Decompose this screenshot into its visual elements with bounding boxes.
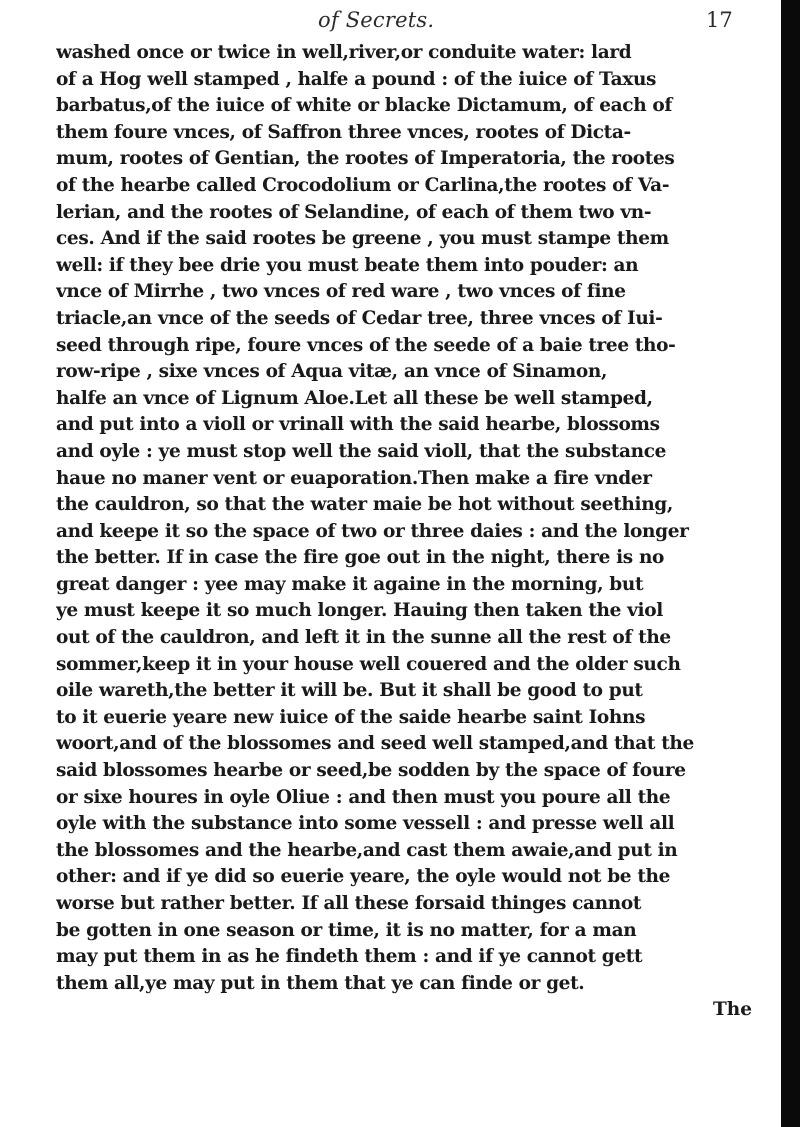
text-line: woort,and of the blossomes and seed well stamped,and that the bbox=[56, 733, 694, 755]
scan-edge-border bbox=[781, 0, 800, 1127]
catchword-row bbox=[56, 997, 762, 1024]
text-line: haue no maner vent or euaporation.Then make a fire vnder bbox=[56, 467, 652, 489]
text-line: mum, rootes of Gentian, the rootes of Imperatoria, the rootes bbox=[56, 148, 675, 170]
text-line: halfe an vnce of Lignum Aloe.Let all these be well stamped, bbox=[56, 387, 653, 409]
text-line: oyle with the substance into some vessell : and presse well all bbox=[56, 813, 675, 835]
text-line: great danger : yee may make it againe in the morning, but bbox=[56, 573, 644, 595]
body-text bbox=[56, 40, 762, 1024]
text-line: barbatus,of the iuice of white or blacke Dictamum, of each of bbox=[56, 95, 672, 117]
text-line: or sixe houres in oyle Oliue : and then must you poure all the bbox=[56, 786, 671, 808]
text-line: them foure vnces, of Saffron three vnces, rootes of Dicta- bbox=[56, 121, 631, 143]
text-line: the cauldron, so that the water maie be hot without seething, bbox=[56, 494, 673, 516]
text-line: ye must keepe it so much longer. Hauing then taken the viol bbox=[56, 600, 663, 622]
text-line: and oyle : ye must stop well the said violl, that the substance bbox=[56, 440, 667, 462]
page-header bbox=[0, 4, 800, 38]
text-line: of a Hog well stamped , halfe a pound : of the iuice of Taxus bbox=[56, 68, 657, 90]
text-line: and keepe it so the space of two or three daies : and the longer bbox=[56, 520, 689, 542]
text-line: be gotten in one season or time, it is no matter, for a man bbox=[56, 919, 637, 941]
running-head: of Secrets. bbox=[318, 8, 435, 32]
text-line: them all,ye may put in them that ye can finde or get. bbox=[56, 972, 585, 994]
text-line: and put into a violl or vrinall with the said hearbe, blossoms bbox=[56, 414, 660, 436]
text-line: seed through ripe, foure vnces of the seede of a baie tree tho- bbox=[56, 334, 676, 356]
text-line: well: if they bee drie you must beate them into pouder: an bbox=[56, 254, 639, 276]
text-line: out of the cauldron, and left it in the sunne all the rest of the bbox=[56, 627, 671, 649]
text-line: other: and if ye did so euerie yeare, the oyle would not be the bbox=[56, 866, 671, 888]
text-line: worse but rather better. If all these forsaid thinges cannot bbox=[56, 893, 642, 914]
text-line: to it euerie yeare new iuice of the saide hearbe saint Iohns bbox=[56, 706, 646, 728]
text-line: washed once or twice in well,river,or conduite water: lard bbox=[56, 42, 632, 63]
page-number: 17 bbox=[706, 8, 733, 32]
text-line: lerian, and the rootes of Selandine, of each of them two vn- bbox=[56, 201, 652, 223]
text-line: vnce of Mirrhe , two vnces of red ware , two vnces of fine bbox=[56, 281, 626, 303]
text-line: ces. And if the said rootes be greene , you must stampe them bbox=[56, 228, 669, 250]
catchword: The bbox=[713, 999, 752, 1021]
text-line: may put them in as he findeth them : and if ye cannot gett bbox=[56, 946, 643, 968]
text-line: of the hearbe called Crocodolium or Carlina,the rootes of Va- bbox=[56, 174, 670, 196]
text-line: row-ripe , sixe vnces of Aqua vitæ, an vnce of Sinamon, bbox=[56, 361, 608, 383]
text-line: the better. If in case the fire goe out in the night, there is no bbox=[56, 547, 665, 569]
text-line: triacle,an vnce of the seeds of Cedar tree, three vnces of Iui- bbox=[56, 307, 663, 329]
text-line: said blossomes hearbe or seed,be sodden by the space of foure bbox=[56, 760, 686, 782]
text-line: oile wareth,the better it will be. But it shall be good to put bbox=[56, 680, 643, 702]
text-line: sommer,keep it in your house well couered and the older such bbox=[56, 653, 681, 675]
text-line: the blossomes and the hearbe,and cast them awaie,and put in bbox=[56, 839, 678, 861]
